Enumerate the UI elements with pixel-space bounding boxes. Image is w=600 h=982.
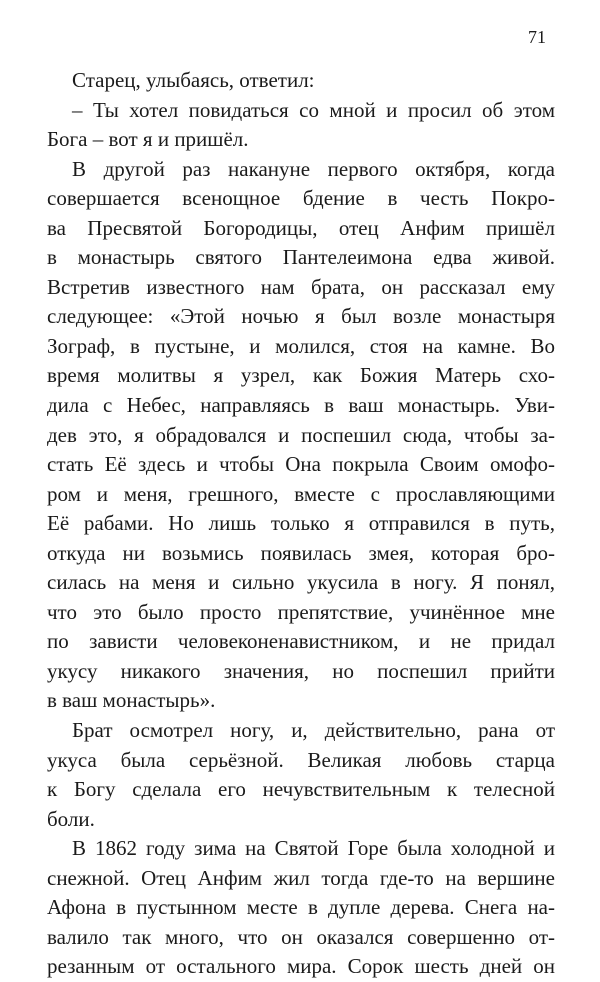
text-line: ва Пресвятой Богородицы, отец Анфим пришёл [47,215,555,240]
text-line: Старец, улыбаясь, ответил: [72,68,315,92]
body-text [47,66,555,982]
text-line: совершается всенощное бдение в честь Покро- [47,186,555,211]
text-line: силась на меня и сильно укусила в ногу. Я понял, [47,570,555,595]
text-line: откуда ни возьмись появилась змея, которая бро- [47,540,555,565]
text-line: укуса была серьёзной. Великая любовь старца [47,747,555,772]
text-line: боли. [47,806,95,831]
text-line: Афона в пустынном месте в дупле дерева. Снега на- [47,895,555,920]
text-line: Брат осмотрел ногу, и, действительно, рана от [72,718,555,743]
text-line: – Ты хотел повидаться со мной и просил об этом [72,97,555,122]
text-line: время молитвы я узрел, как Божия Матерь схо- [47,363,555,388]
page-number: 71 [528,27,546,47]
text-line: Встретив известного нам брата, он рассказал ему [47,274,555,299]
text-line: ром и меня, грешного, вместе с прославляющими [47,481,555,506]
text-line: резанным от остального мира. Сорок шесть дней он [47,954,555,979]
text-line: укусу никакого значения, но поспешил прийти [47,658,555,683]
text-line: в ваш монастырь». [47,688,216,713]
text-line: Её рабами. Но лишь только я отправился в путь, [47,511,555,536]
text-line: снежной. Отец Анфим жил тогда где-то на вершине [47,865,555,890]
text-line: В 1862 году зима на Святой Горе была холодной и [72,836,555,861]
text-line: дила с Небес, направляясь в ваш монастырь. Уви- [47,393,555,418]
text-line: следующее: «Этой ночью я был возле монастыря [47,304,555,329]
text-line: к Богу сделала его нечувствительным к телесной [47,777,555,802]
text-line: стать Её здесь и чтобы Она покрыла Своим омофо- [47,452,555,477]
text-line: В другой раз накануне первого октября, когда [72,156,555,181]
text-line: дев это, я обрадовался и поспешил сюда, чтобы за- [47,422,555,447]
text-line: Бога – вот я и пришёл. [47,127,249,152]
text-line: Зограф, в пустыне, и молился, стоя на камне. Во [47,333,555,358]
text-line: по зависти человеконенавистником, и не придал [47,629,555,654]
text-line: что это было просто препятствие, учинённое мне [47,599,555,624]
text-line: валило так много, что он оказался совершенно от- [47,924,555,949]
text-line: в монастырь святого Пантелеимона едва живой. [47,245,555,270]
